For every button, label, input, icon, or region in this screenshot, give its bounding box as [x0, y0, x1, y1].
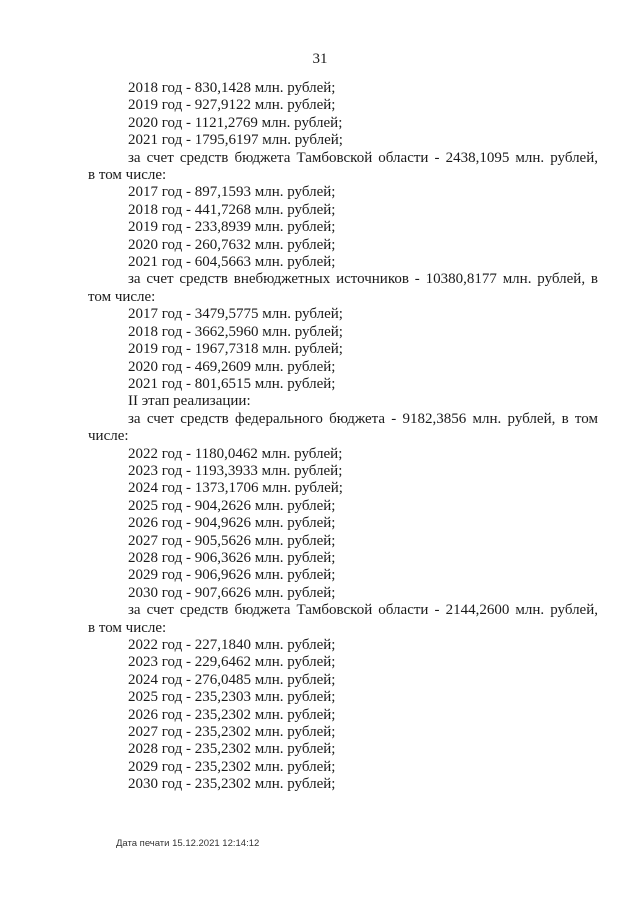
stage2-federal-budget-paragraph	[88, 411, 608, 446]
year-line: 2029 год - 235,2302 млн. рублей;	[128, 758, 336, 775]
stage1-federal-years	[88, 80, 608, 150]
year-line: 2020 год - 469,2609 млн. рублей;	[128, 358, 336, 375]
year-line: 2018 год - 441,7268 млн. рублей;	[128, 201, 336, 218]
year-line: 2024 год - 1373,1706 млн. рублей;	[128, 480, 343, 497]
year-line: 2019 год - 233,8939 млн. рублей;	[128, 219, 336, 236]
year-line: 2019 год - 1967,7318 млн. рублей;	[128, 341, 343, 358]
year-line: 2030 год - 235,2302 млн. рублей;	[128, 776, 336, 793]
stage2-federal-years	[88, 446, 608, 603]
year-line: 2023 год - 229,6462 млн. рублей;	[128, 654, 336, 671]
year-line: 2029 год - 906,9626 млн. рублей;	[128, 567, 336, 584]
year-line: 2017 год - 897,1593 млн. рублей;	[128, 184, 336, 201]
year-line: 2025 год - 904,2626 млн. рублей;	[128, 497, 336, 514]
year-line: 2019 год - 927,9122 млн. рублей;	[128, 97, 336, 114]
year-line: 2026 год - 235,2302 млн. рублей;	[128, 706, 336, 723]
paragraph-continuation: в том числе:	[88, 619, 167, 636]
year-line: 2021 год - 801,6515 млн. рублей;	[128, 375, 336, 392]
year-line: 2021 год - 604,5663 млн. рублей;	[128, 254, 336, 271]
year-line: 2017 год - 3479,5775 млн. рублей;	[128, 306, 343, 323]
paragraph-first-line: за счет средств внебюджетных источников - 10380,8177 млн. рублей, в	[128, 271, 598, 288]
year-line: 2028 год - 235,2302 млн. рублей;	[128, 741, 336, 758]
year-line: 2023 год - 1193,3933 млн. рублей;	[128, 462, 343, 479]
stage1-regional-budget-paragraph	[88, 150, 608, 185]
stage2-regional-years	[88, 637, 608, 794]
year-line: 2020 год - 1121,2769 млн. рублей;	[128, 114, 343, 131]
year-line: 2018 год - 3662,5960 млн. рублей;	[128, 323, 343, 340]
page-number: 31	[312, 51, 328, 67]
stage2-heading: II этап реализации:	[128, 393, 251, 410]
year-line: 2025 год - 235,2303 млн. рублей;	[128, 689, 336, 706]
paragraph-first-line: за счет средств бюджета Тамбовской области - 2438,1095 млн. рублей,	[128, 149, 598, 166]
paragraph-continuation: числе:	[88, 428, 129, 445]
paragraph-first-line: за счет средств бюджета Тамбовской области - 2144,2600 млн. рублей,	[128, 602, 598, 619]
year-line: 2021 год - 1795,6197 млн. рублей;	[128, 132, 343, 149]
paragraph-continuation: в том числе:	[88, 167, 167, 184]
year-line: 2022 год - 227,1840 млн. рублей;	[128, 637, 336, 653]
year-line: 2024 год - 276,0485 млн. рублей;	[128, 671, 336, 688]
year-line: 2027 год - 905,5626 млн. рублей;	[128, 532, 336, 549]
document-body	[88, 80, 608, 794]
stage2-regional-budget-paragraph	[88, 602, 608, 637]
stage1-extrabudgetary-years	[88, 306, 608, 393]
year-line: 2026 год - 904,9626 млн. рублей;	[128, 515, 336, 532]
year-line: 2030 год - 907,6626 млн. рублей;	[128, 584, 336, 601]
stage1-extrabudgetary-paragraph	[88, 271, 608, 306]
paragraph-continuation: том числе:	[88, 288, 156, 305]
year-line: 2020 год - 260,7632 млн. рублей;	[128, 236, 336, 253]
year-line: 2018 год - 830,1428 млн. рублей;	[128, 80, 336, 96]
year-line: 2022 год - 1180,0462 млн. рублей;	[128, 445, 343, 462]
paragraph-first-line: за счет средств федерального бюджета - 9182,3856 млн. рублей, в том	[128, 410, 598, 427]
year-line: 2028 год - 906,3626 млн. рублей;	[128, 549, 336, 566]
print-date-footer: Дата печати 15.12.2021 12:14:12	[116, 838, 260, 849]
stage1-regional-years	[88, 184, 608, 271]
year-line: 2027 год - 235,2302 млн. рублей;	[128, 724, 336, 741]
